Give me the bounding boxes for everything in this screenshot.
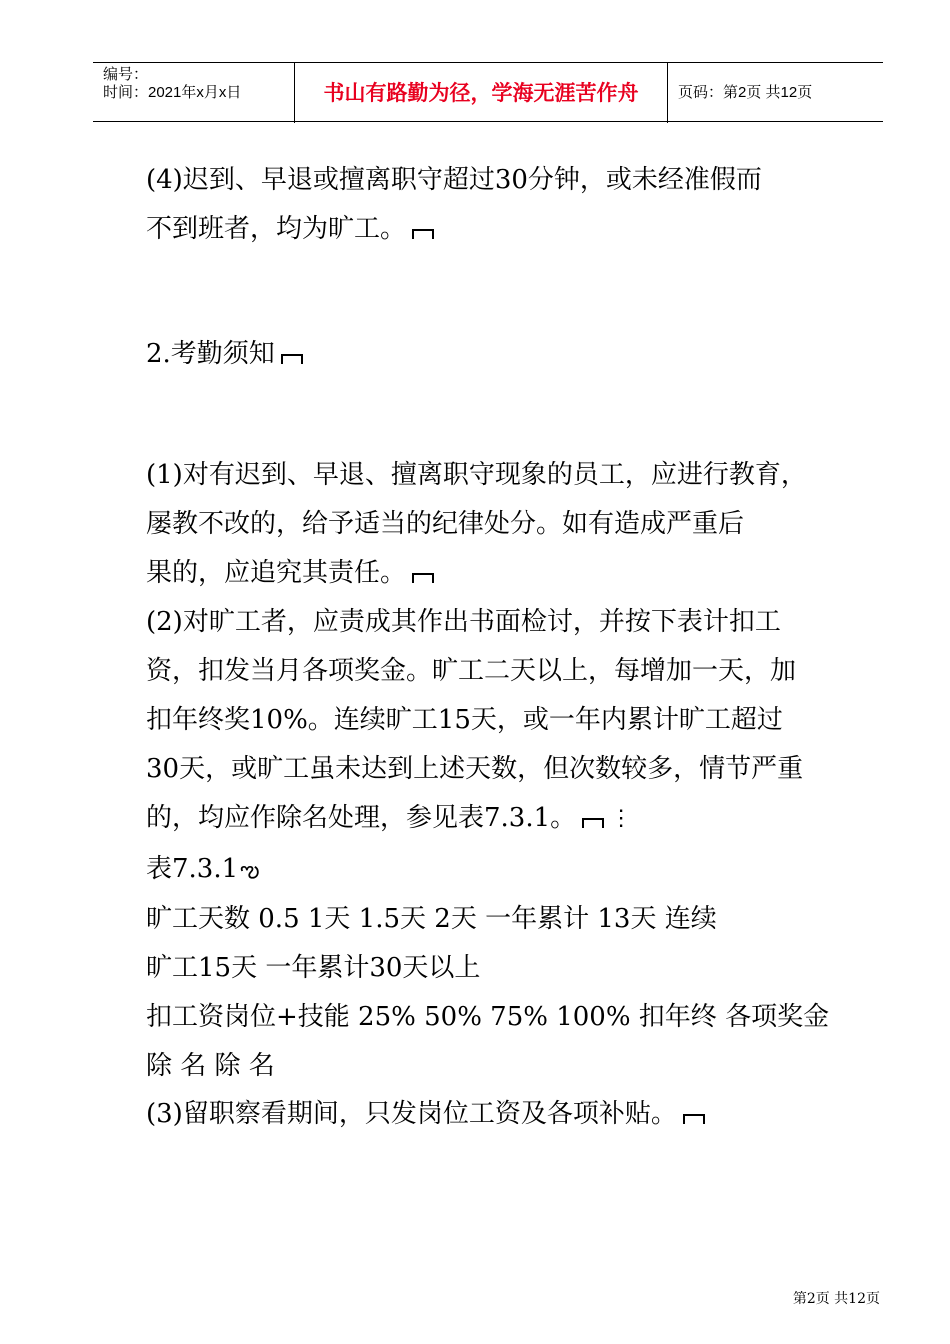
page-footer: 第2页 共12页 <box>792 1291 880 1307</box>
paragraph-1 <box>146 451 846 598</box>
text-line: 的，均应作除名处理，参见表7.3.1。 ⋮ <box>146 803 633 833</box>
header-meta <box>93 63 295 123</box>
text-line: (2)对旷工者，应责成其作出书面检讨，并按下表计扣工 <box>146 607 781 637</box>
table-row: 除 名 除 名 <box>146 1050 275 1081</box>
paragraph-4 <box>146 156 846 254</box>
time-label: 时间：2021年x月x日 <box>103 84 242 101</box>
text-line: (4)迟到、早退或擅离职守超过30分钟，或未经准假而 <box>146 165 762 195</box>
paragraph-mark-icon <box>582 818 604 828</box>
paragraph-3 <box>146 1090 846 1139</box>
table-7-3-1 <box>146 845 846 1091</box>
text-line: (3)留职察看期间，只发岗位工资及各项补贴。 <box>146 1090 846 1139</box>
table-row: 旷工天数 0.5 1天 1.5天 2天 一年累计 13天 连续 <box>146 903 717 934</box>
text-line: 屡教不改的，给予适当的纪律处分。如有造成严重后 <box>146 509 745 539</box>
section-title-line: 2.考勤须知 <box>146 330 846 379</box>
paragraph-mark-icon <box>281 354 303 364</box>
table-caption: 表7.3.1ఌ <box>146 845 846 895</box>
number-label: 编号： <box>103 66 149 83</box>
text-line: (1)对有迟到、早退、擅离职守现象的员工，应进行教育， <box>146 460 807 490</box>
section-2-title <box>146 330 846 379</box>
text-line: 资，扣发当月各项奖金。旷工二天以上，每增加一天，加 <box>146 656 797 686</box>
paragraph-mark-icon <box>683 1114 705 1124</box>
text-line: 果的，应追究其责任。 <box>146 549 846 598</box>
vertical-ellipsis-icon: ⋮ <box>610 806 633 831</box>
page-header <box>93 62 883 122</box>
table-row: 旷工15天 一年累计30天以上 <box>146 952 481 983</box>
swirl-mark-icon: ఌ <box>240 857 260 883</box>
paragraph-2 <box>146 598 846 843</box>
paragraph-mark-icon <box>412 573 434 583</box>
table-row: 扣工资岗位+技能 25% 50% 75% 100% 扣年终 各项奖金 <box>146 1001 830 1032</box>
paragraph-mark-icon <box>412 229 434 239</box>
text-line: 扣年终奖10%。连续旷工15天，或一年内累计旷工超过 <box>146 705 783 735</box>
header-motto: 书山有路勤为径，学海无涯苦作舟 <box>295 63 668 123</box>
text-line: 不到班者，均为旷工。 <box>146 205 846 254</box>
text-line: 30天，或旷工虽未达到上述天数，但次数较多，情节严重 <box>146 754 804 784</box>
header-page-label: 页码：第2页 共12页 <box>678 84 813 101</box>
